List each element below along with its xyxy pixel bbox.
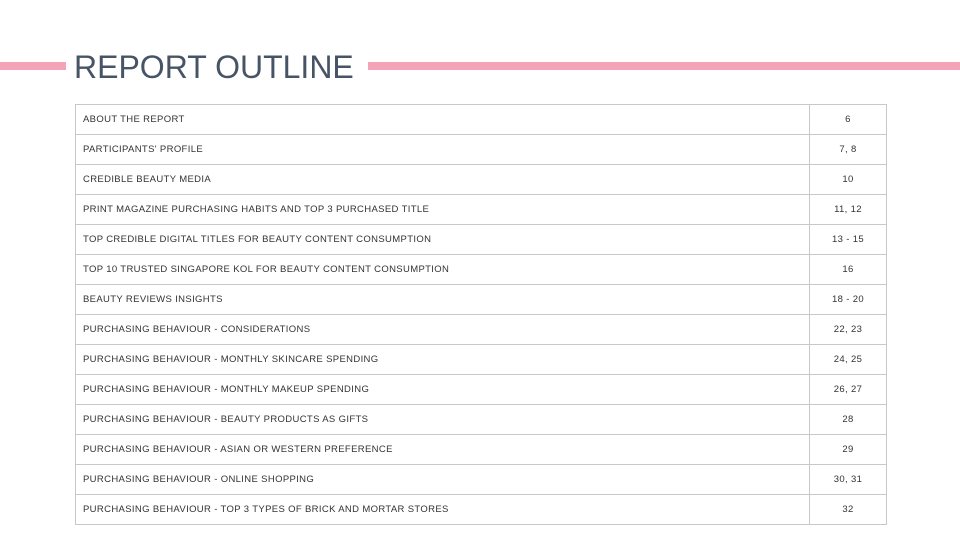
pages-cell: 7, 8 (810, 135, 887, 165)
pages-cell: 13 - 15 (810, 225, 887, 255)
pages-cell: 16 (810, 255, 887, 285)
pages-cell: 22, 23 (810, 315, 887, 345)
table-row (76, 165, 887, 195)
outline-table (75, 104, 887, 525)
table-row (76, 405, 887, 435)
pages-cell: 18 - 20 (810, 285, 887, 315)
pages-cell: 11, 12 (810, 195, 887, 225)
pages-cell: 6 (810, 105, 887, 135)
pages-cell: 32 (810, 495, 887, 525)
table-row (76, 195, 887, 225)
table-row (76, 345, 887, 375)
title-accent-rule-left (0, 62, 66, 70)
topic-cell: PARTICIPANTS' PROFILE (76, 135, 810, 165)
title-accent-rule-right (368, 62, 960, 70)
topic-cell: PURCHASING BEHAVIOUR - TOP 3 TYPES OF BRICK AND MORTAR STORES (76, 495, 810, 525)
table-row (76, 495, 887, 525)
topic-cell: TOP 10 TRUSTED SINGAPORE KOL FOR BEAUTY CONTENT CONSUMPTION (76, 255, 810, 285)
pages-cell: 29 (810, 435, 887, 465)
pages-cell: 24, 25 (810, 345, 887, 375)
table-row (76, 465, 887, 495)
table-row (76, 435, 887, 465)
topic-cell: PURCHASING BEHAVIOUR - CONSIDERATIONS (76, 315, 810, 345)
table-row (76, 105, 887, 135)
topic-cell: CREDIBLE BEAUTY MEDIA (76, 165, 810, 195)
topic-cell: ABOUT THE REPORT (76, 105, 810, 135)
topic-cell: TOP CREDIBLE DIGITAL TITLES FOR BEAUTY CONTENT CONSUMPTION (76, 225, 810, 255)
table-row (76, 375, 887, 405)
pages-cell: 30, 31 (810, 465, 887, 495)
pages-cell: 26, 27 (810, 375, 887, 405)
pages-cell: 28 (810, 405, 887, 435)
topic-cell: PURCHASING BEHAVIOUR - ASIAN OR WESTERN PREFERENCE (76, 435, 810, 465)
topic-cell: PURCHASING BEHAVIOUR - BEAUTY PRODUCTS AS GIFTS (76, 405, 810, 435)
table-row (76, 225, 887, 255)
topic-cell: PURCHASING BEHAVIOUR - ONLINE SHOPPING (76, 465, 810, 495)
topic-cell: BEAUTY REVIEWS INSIGHTS (76, 285, 810, 315)
topic-cell: PRINT MAGAZINE PURCHASING HABITS AND TOP 3 PURCHASED TITLE (76, 195, 810, 225)
topic-cell: PURCHASING BEHAVIOUR - MONTHLY SKINCARE SPENDING (76, 345, 810, 375)
table-row (76, 135, 887, 165)
page-title: REPORT OUTLINE (74, 49, 354, 85)
table-row (76, 285, 887, 315)
table-row (76, 255, 887, 285)
topic-cell: PURCHASING BEHAVIOUR - MONTHLY MAKEUP SPENDING (76, 375, 810, 405)
pages-cell: 10 (810, 165, 887, 195)
table-row (76, 315, 887, 345)
